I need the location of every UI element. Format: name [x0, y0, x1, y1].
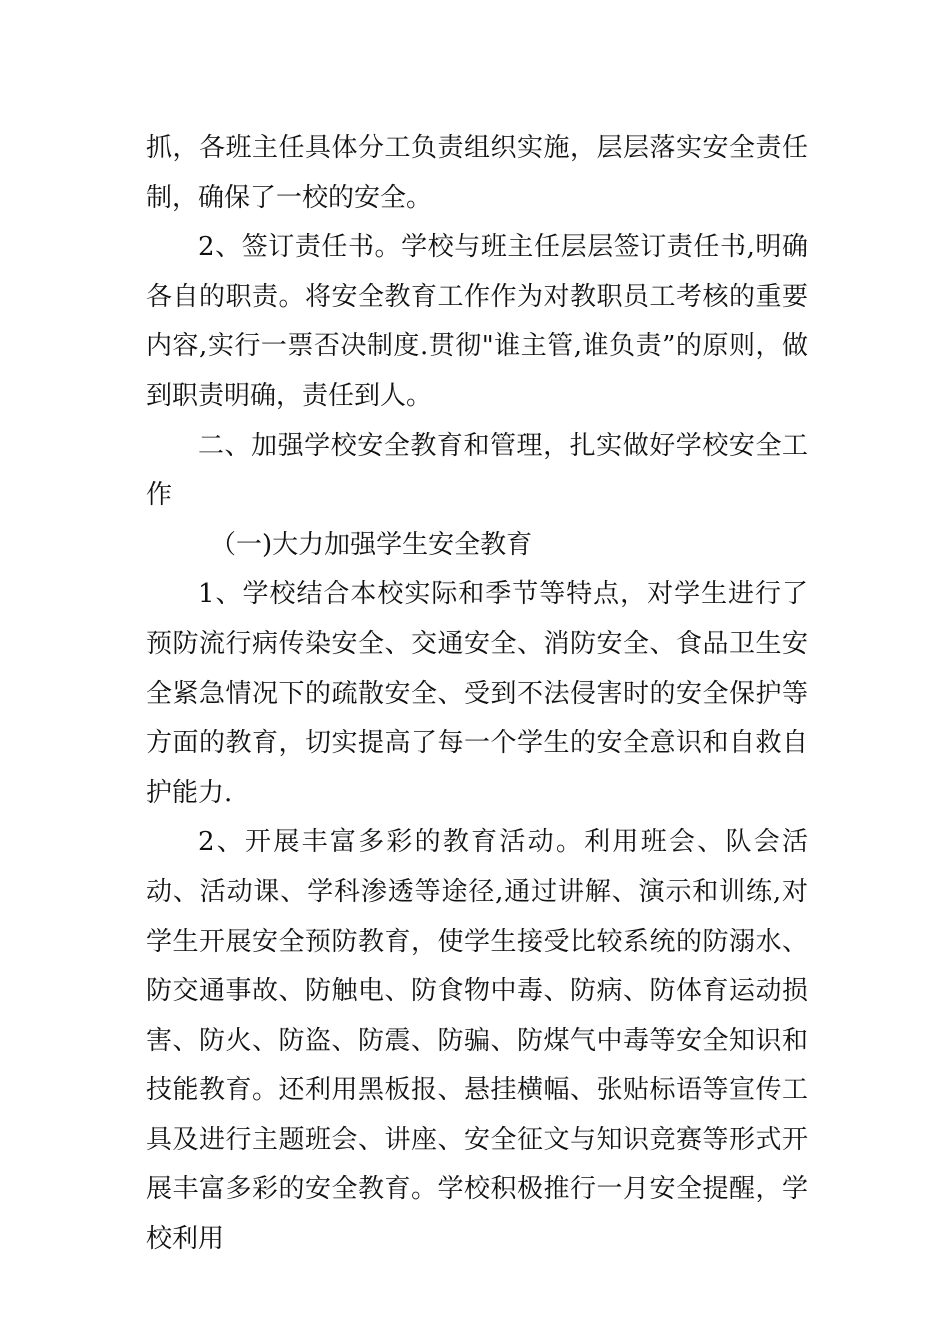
paragraph-activities: 2、开展丰富多彩的教育活动。利用班会、队会活动、活动课、学科渗透等途径,通过讲解、演示和训练,对学生开展安全预防教育，使学生接受比较系统的防溺水、防交通事故、防触电、防食物中毒、防病、防体育运动损害、防火、防盗、防震、防骗、防煤气中毒等安全知识和技能教育。还利用黑板报、悬挂横幅、张贴标语等宣传工具及进行主题班会、讲座、安全征文与知识竞赛等形式开展丰富多彩的安全教育。学校积极推行一月安全提醒，学校利用	[146, 827, 808, 1255]
subsection-heading-student-education: （一)大力加强学生安全教育	[210, 529, 533, 560]
paragraph-seasonal-education: 1、学校结合本校实际和季节等特点，对学生进行了预防流行病传染安全、交通安全、消防安全、食品卫生安全紧急情况下的疏散安全、受到不法侵害时的安全保护等方面的教育，切实提高了每一个学生的安全意识和自救自护能力.	[146, 579, 808, 808]
paragraph-responsibility-continued: 抓，各班主任具体分工负责组织实施，层层落实安全责任制，确保了一校的安全。	[146, 133, 808, 213]
document-body	[146, 124, 808, 1265]
paragraph-sign-responsibility: 2、签订责任书。学校与班主任层层签订责任书,明确各自的职责。将安全教育工作作为对教职员工考核的重要内容,实行一票否决制度.贯彻"谁主管,谁负责”的原则，做到职责明确，责任到人。	[146, 232, 808, 411]
section-heading-safety-education: 二、加强学校安全教育和管理，扎实做好学校安全工作	[146, 430, 808, 511]
